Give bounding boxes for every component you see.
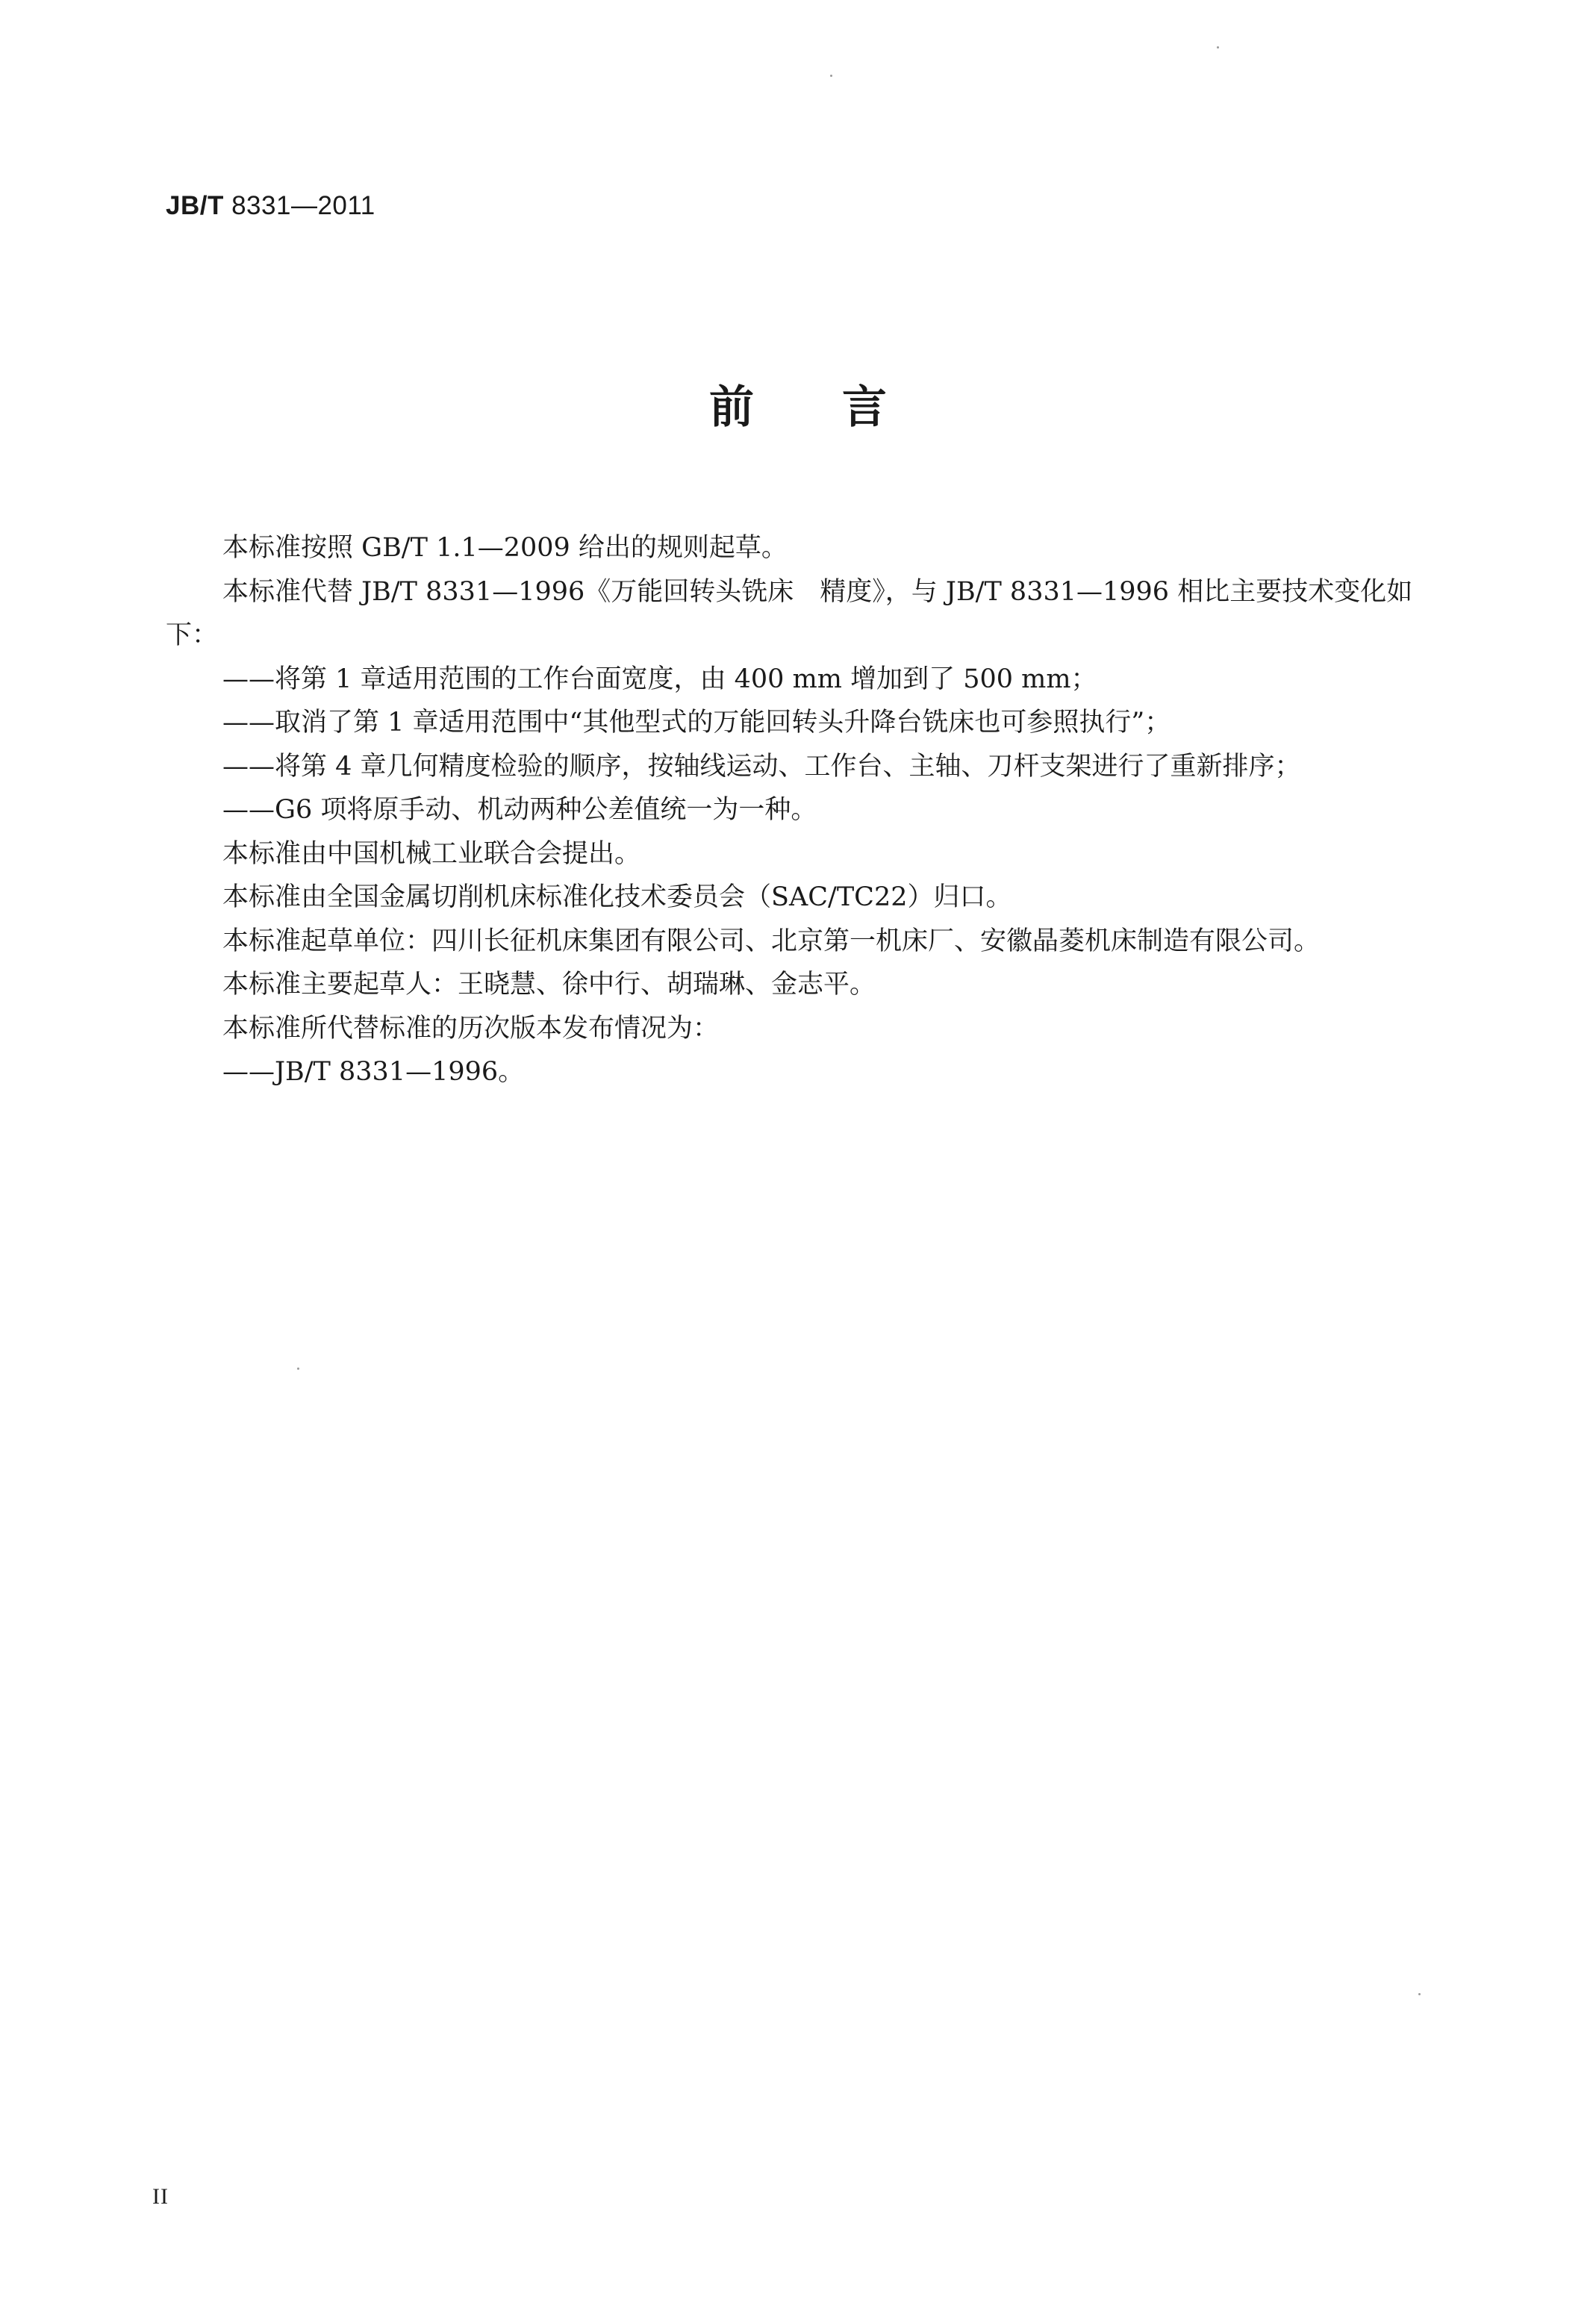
standard-code-number: 8331—2011	[231, 191, 375, 220]
paragraph-replaces-line1: 本标准代替 JB/T 8331—1996《万能回转头铣床 精度》，与 JB/T 8331—1996 相比主要技术变化如	[222, 576, 1413, 607]
paragraph-history-intro: 本标准所代替标准的历次版本发布情况为：	[222, 1013, 720, 1044]
list-item-change-2: ——取消了第 1 章适用范围中“其他型式的万能回转头升降台铣床也可参照执行”；	[222, 708, 1171, 738]
paragraph-drafters: 本标准主要起草人：王晓慧、徐中行、胡瑞琳、金志平。	[222, 970, 876, 1000]
document-body	[166, 526, 1480, 1094]
standard-code-prefix: JB/T	[166, 191, 232, 220]
page-number: II	[152, 2184, 169, 2209]
scan-speck	[1217, 46, 1219, 49]
list-item-change-4: ——G6 项将原手动、机动两种公差值统一为一种。	[222, 795, 817, 825]
scan-speck	[830, 75, 832, 77]
page-title: 前言	[709, 381, 975, 434]
list-item-history-1: ——JB/T 8331—1996。	[222, 1057, 525, 1087]
standard-code	[166, 191, 375, 221]
paragraph-administered-by: 本标准由全国金属切削机床标准化技术委员会（SAC/TC22）归口。	[222, 882, 1012, 912]
list-item-change-3: ——将第 4 章几何精度检验的顺序，按轴线运动、工作台、主轴、刀杆支架进行了重新排序；	[222, 751, 1301, 782]
paragraph-drafting-units: 本标准起草单位：四川长征机床集团有限公司、北京第一机床厂、安徽晶菱机床制造有限公司。	[222, 926, 1321, 956]
scan-speck	[1418, 1993, 1421, 1995]
paragraph-proposed-by: 本标准由中国机械工业联合会提出。	[222, 838, 641, 869]
paragraph-drafting-rules: 本标准按照 GB/T 1.1—2009 给出的规则起草。	[222, 533, 788, 563]
scan-speck	[297, 1368, 299, 1370]
paragraph-replaces-line2: 下：	[166, 620, 219, 650]
list-item-change-1: ——将第 1 章适用范围的工作台面宽度，由 400 mm 增加到了 500 mm；	[222, 664, 1097, 694]
